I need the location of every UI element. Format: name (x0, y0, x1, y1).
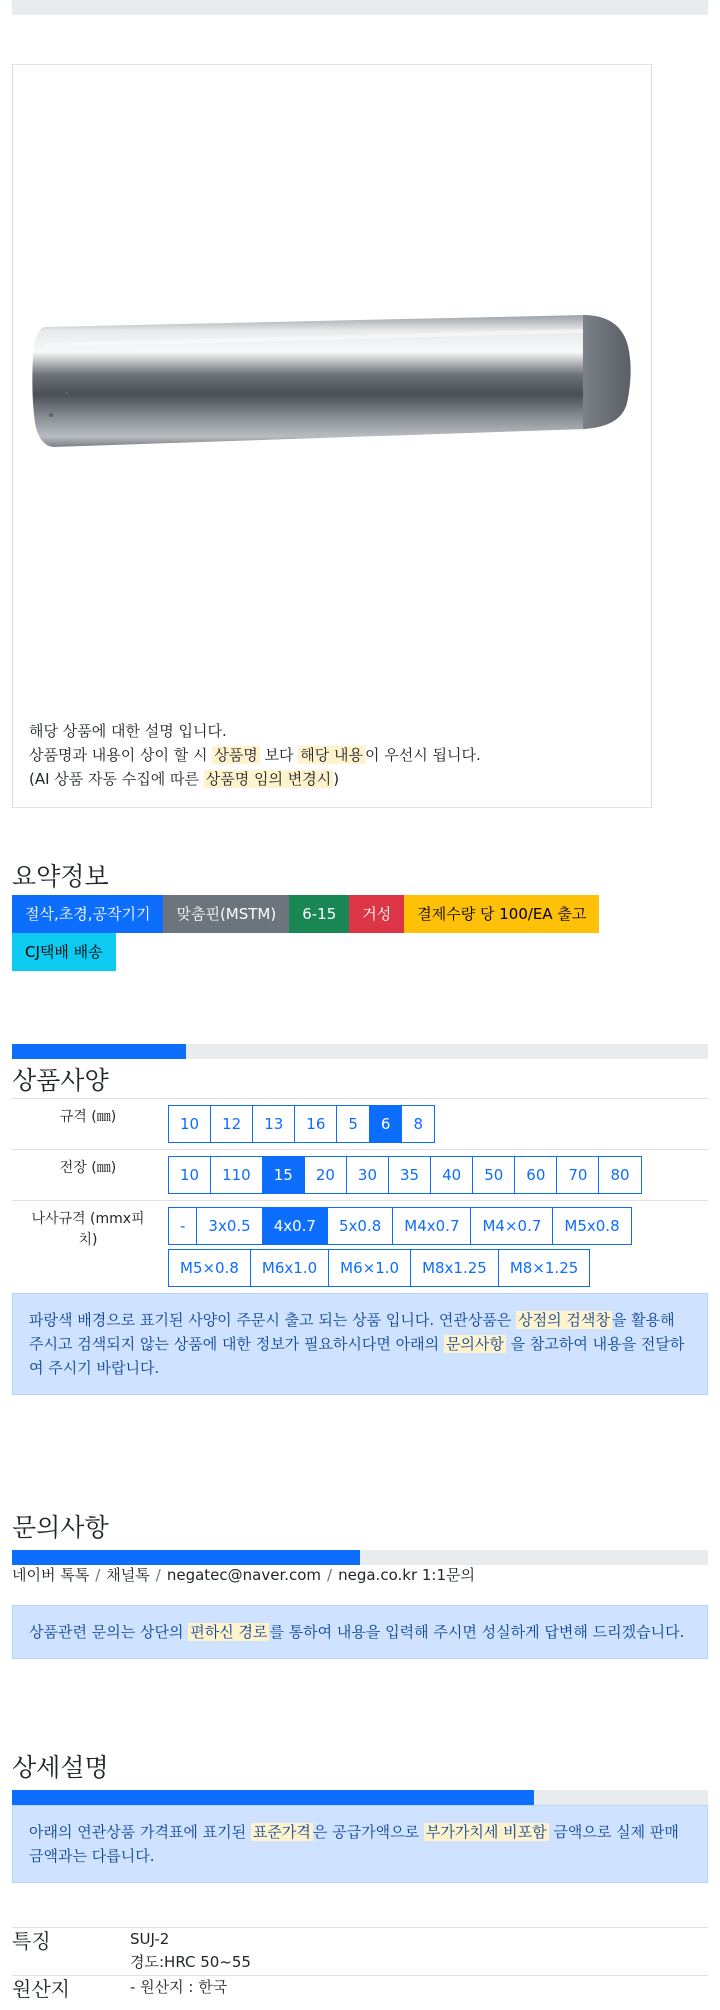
spec-option[interactable]: 5x0.8 (327, 1207, 393, 1245)
text: 이 우선시 됩니다. (364, 746, 481, 764)
spec-options (164, 1099, 708, 1150)
highlight-standard-price: 표준가격 (252, 1823, 311, 1841)
spec-table (12, 1098, 708, 1293)
spec-row-label: 규격 (㎜) (12, 1099, 164, 1150)
description-line-3 (29, 767, 481, 791)
spec-option-selected[interactable]: 15 (262, 1156, 305, 1194)
summary-badge: 6-15 (289, 895, 349, 933)
spec-option[interactable]: M5×0.8 (168, 1249, 251, 1287)
option-group (168, 1205, 708, 1289)
spec-option[interactable]: 3x0.5 (196, 1207, 262, 1245)
text: 상품명과 내용이 상이 할 시 (29, 746, 213, 764)
product-description (29, 719, 481, 791)
spec-option[interactable]: 12 (210, 1105, 253, 1143)
spec-title: 상품사양 (12, 1066, 109, 1095)
feature-key: 특징 (12, 1929, 51, 1953)
spec-option[interactable]: 16 (294, 1105, 337, 1143)
detail-progress-fill (12, 1790, 534, 1805)
spec-option[interactable]: 10 (168, 1105, 211, 1143)
text: 은 공급가액으로 (312, 1823, 424, 1841)
spec-option[interactable]: 50 (472, 1156, 515, 1194)
description-line-1: 해당 상품에 대한 설명 입니다. (29, 722, 227, 740)
spec-option[interactable]: 30 (346, 1156, 389, 1194)
highlight-route: 편하신 경로 (190, 1623, 268, 1641)
contact-link[interactable]: 채널톡 (106, 1566, 150, 1584)
spec-option[interactable]: M6×1.0 (328, 1249, 411, 1287)
origin-value: - 원산지 : 한국 (130, 1978, 228, 1996)
highlight-search: 상점의 검색창 (518, 1311, 610, 1329)
highlight-vat: 부가가치세 비포함 (425, 1823, 547, 1841)
text: 을 활용해 주시고 검색되지 않는 상품에 대한 정보가 필요하시다면 아래의 (29, 1311, 675, 1353)
feature-row (12, 1927, 708, 1974)
spec-progress-track (12, 1044, 708, 1059)
top-progress-track (12, 0, 708, 15)
spec-row (12, 1201, 708, 1294)
spec-option[interactable]: - (168, 1207, 197, 1245)
text: 파랑색 배경으로 표기된 사양이 주문시 출고 되는 상품 입니다. 연관상품은 (29, 1311, 517, 1329)
detail-notice (12, 1805, 708, 1883)
contact-link[interactable]: nega.co.kr 1:1문의 (338, 1566, 475, 1584)
feature-value: SUJ-2 (130, 1930, 170, 1948)
summary-badge: 결제수량 당 100/EA 출고 (404, 895, 599, 933)
text: 상품관련 문의는 상단의 (29, 1623, 189, 1641)
option-group (168, 1154, 708, 1196)
text: 보다 (259, 746, 299, 764)
summary-badges (12, 895, 652, 971)
feature-value: 경도:HRC 50~55 (130, 1953, 251, 1971)
origin-row (12, 1975, 708, 2002)
text: 을 참고하여 내용을 전달하여 주시기 바랍니다. (29, 1335, 685, 1377)
spec-option[interactable]: M8x1.25 (410, 1249, 499, 1287)
spec-progress-fill (12, 1044, 186, 1059)
origin-key: 원산지 (12, 1977, 70, 2001)
spec-option[interactable]: 70 (556, 1156, 599, 1194)
contact-links (12, 1564, 475, 1585)
spec-option[interactable]: 110 (210, 1156, 263, 1194)
text: 를 통하여 내용을 입력해 주시면 성실하게 답변해 드리겠습니다. (269, 1623, 685, 1641)
contact-link[interactable]: negatec@naver.com (166, 1566, 322, 1584)
detail-title: 상세설명 (12, 1753, 109, 1782)
spec-option[interactable]: M4×0.7 (470, 1207, 553, 1245)
spec-option[interactable]: 8 (401, 1105, 435, 1143)
highlight-name-change: 상품명 임의 변경시 (205, 770, 332, 788)
spec-option[interactable]: 10 (168, 1156, 211, 1194)
summary-title: 요약정보 (12, 862, 109, 891)
text: ) (333, 770, 340, 788)
spec-option[interactable]: 80 (598, 1156, 641, 1194)
highlight-product-name: 상품명 (214, 746, 258, 764)
spec-option[interactable]: M8×1.25 (498, 1249, 590, 1287)
spec-option[interactable]: 20 (304, 1156, 347, 1194)
spec-option[interactable]: 13 (252, 1105, 295, 1143)
summary-badge: 절삭,초경,공작기기 (12, 895, 163, 933)
detail-progress-track (12, 1790, 708, 1805)
inquiry-title: 문의사항 (12, 1513, 109, 1542)
description-line-2 (29, 743, 481, 767)
spec-row-label: 나사규격 (mmx피치) (12, 1201, 164, 1294)
spec-options (164, 1201, 708, 1294)
spec-option[interactable]: M5x0.8 (552, 1207, 631, 1245)
spec-option-selected[interactable]: 4x0.7 (262, 1207, 328, 1245)
spec-row (12, 1099, 708, 1150)
spec-option[interactable]: 40 (430, 1156, 473, 1194)
spec-row (12, 1150, 708, 1201)
spec-option-selected[interactable]: 6 (369, 1105, 403, 1143)
spec-option[interactable]: M4x0.7 (392, 1207, 471, 1245)
contact-link[interactable]: 네이버 톡톡 (12, 1566, 90, 1584)
spec-row-label: 전장 (㎜) (12, 1150, 164, 1201)
feature-values (130, 1928, 251, 1974)
separator: / (327, 1566, 333, 1584)
highlight-content: 해당 내용 (300, 746, 363, 764)
inquiry-progress-fill (12, 1550, 360, 1565)
spec-notice (12, 1293, 708, 1395)
product-image-card (12, 64, 652, 808)
inquiry-notice (12, 1605, 708, 1659)
spec-option[interactable]: 5 (336, 1105, 370, 1143)
separator: / (155, 1566, 161, 1584)
option-group (168, 1103, 708, 1145)
spec-option[interactable]: 60 (514, 1156, 557, 1194)
summary-badge: 맞춤핀(MSTM) (163, 895, 289, 933)
highlight-inquiry: 문의사항 (445, 1335, 504, 1353)
text: 아래의 연관상품 가격표에 표기된 (29, 1823, 251, 1841)
spec-options (164, 1150, 708, 1201)
spec-option[interactable]: 35 (388, 1156, 431, 1194)
summary-badge: 거성 (349, 895, 404, 933)
text: 금액으로 실제 판매금액과는 다릅니다. (29, 1823, 679, 1865)
inquiry-progress-track (12, 1550, 708, 1565)
separator: / (95, 1566, 101, 1584)
spec-option[interactable]: M6x1.0 (250, 1249, 329, 1287)
origin-values (130, 1976, 227, 2002)
text: (AI 상품 자동 수집에 따른 (29, 770, 204, 788)
summary-badge: CJ택배 배송 (12, 933, 116, 971)
dowel-pin-image (27, 295, 639, 471)
